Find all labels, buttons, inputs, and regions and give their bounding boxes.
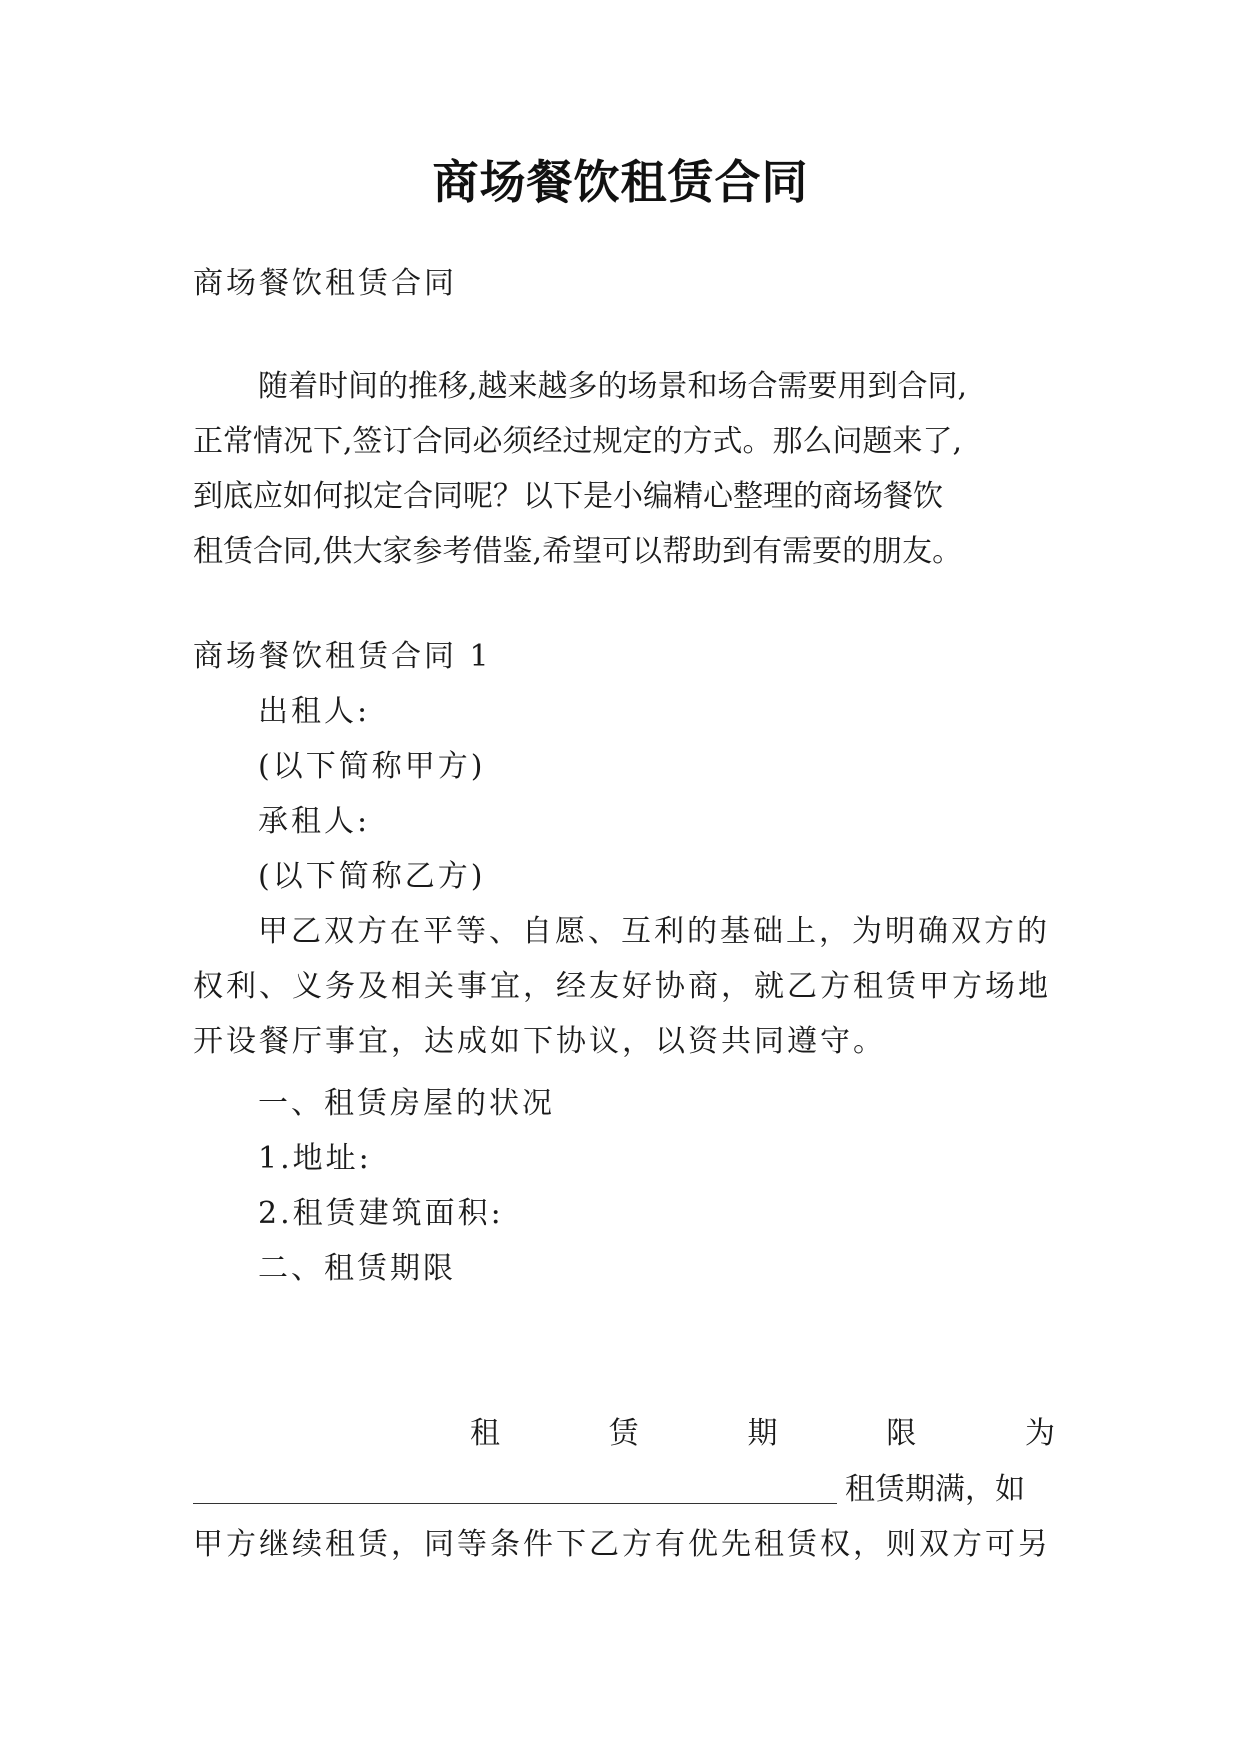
lessor-label: 出租人: <box>258 694 371 729</box>
term-char: 为 <box>1025 1416 1055 1451</box>
intro-text: 随着时间的推移,越来越多的场景和场合需要用到合同, <box>258 369 968 404</box>
fill-in-blank-line <box>193 1503 837 1504</box>
intro-line-4 <box>193 528 1055 576</box>
intro-line-1 <box>258 363 1055 411</box>
intro-text: 租赁合同,供大家参考借鉴,希望可以帮助到有需要的朋友。 <box>193 534 963 569</box>
page-title: 商场餐饮租赁合同 <box>432 155 809 209</box>
term-char: 赁 <box>608 1416 639 1451</box>
term-end-text: 租赁期满，如 <box>845 1472 1025 1507</box>
section-heading: 商场餐饮租赁合同 1 <box>193 639 492 674</box>
lessor-note: (以下简称甲方) <box>258 749 486 784</box>
clause-1-item-address: 1.地址: <box>258 1141 372 1176</box>
clause-1-heading: 一、租赁房屋的状况 <box>258 1086 555 1121</box>
intro-line-3 <box>193 473 1055 521</box>
intro-text: 到底应如何拟定合同呢？以下是小编精心整理的商场餐饮 <box>193 479 943 514</box>
intro-text: 正常情况下,签订合同必须经过规定的方式。那么问题来了, <box>193 424 963 459</box>
preamble-line-2: 权利、义务及相关事宜，经友好协商，就乙方租赁甲方场地 <box>193 969 1051 1004</box>
preamble-line-3: 开设餐厅事宜，达成如下协议，以资共同遵守。 <box>193 1024 886 1059</box>
term-char: 限 <box>886 1416 917 1451</box>
lessee-label: 承租人: <box>258 804 371 839</box>
term-char: 期 <box>747 1416 778 1451</box>
lessee-note: (以下简称乙方) <box>258 859 486 894</box>
clause-1-item-area: 2.租赁建筑面积: <box>258 1196 504 1231</box>
clause-2-last-line: 甲方继续租赁，同等条件下乙方有优先租赁权，则双方可另 <box>193 1527 1051 1562</box>
preamble-line-1: 甲乙双方在平等、自愿、互利的基础上，为明确双方的 <box>258 914 1050 949</box>
term-blank-row <box>193 1466 1055 1514</box>
term-char: 租 <box>470 1416 500 1451</box>
term-spread-line <box>470 1410 1055 1458</box>
intro-line-2 <box>193 418 1055 466</box>
document-subtitle: 商场餐饮租赁合同 <box>193 266 457 301</box>
clause-2-heading: 二、租赁期限 <box>258 1251 456 1286</box>
